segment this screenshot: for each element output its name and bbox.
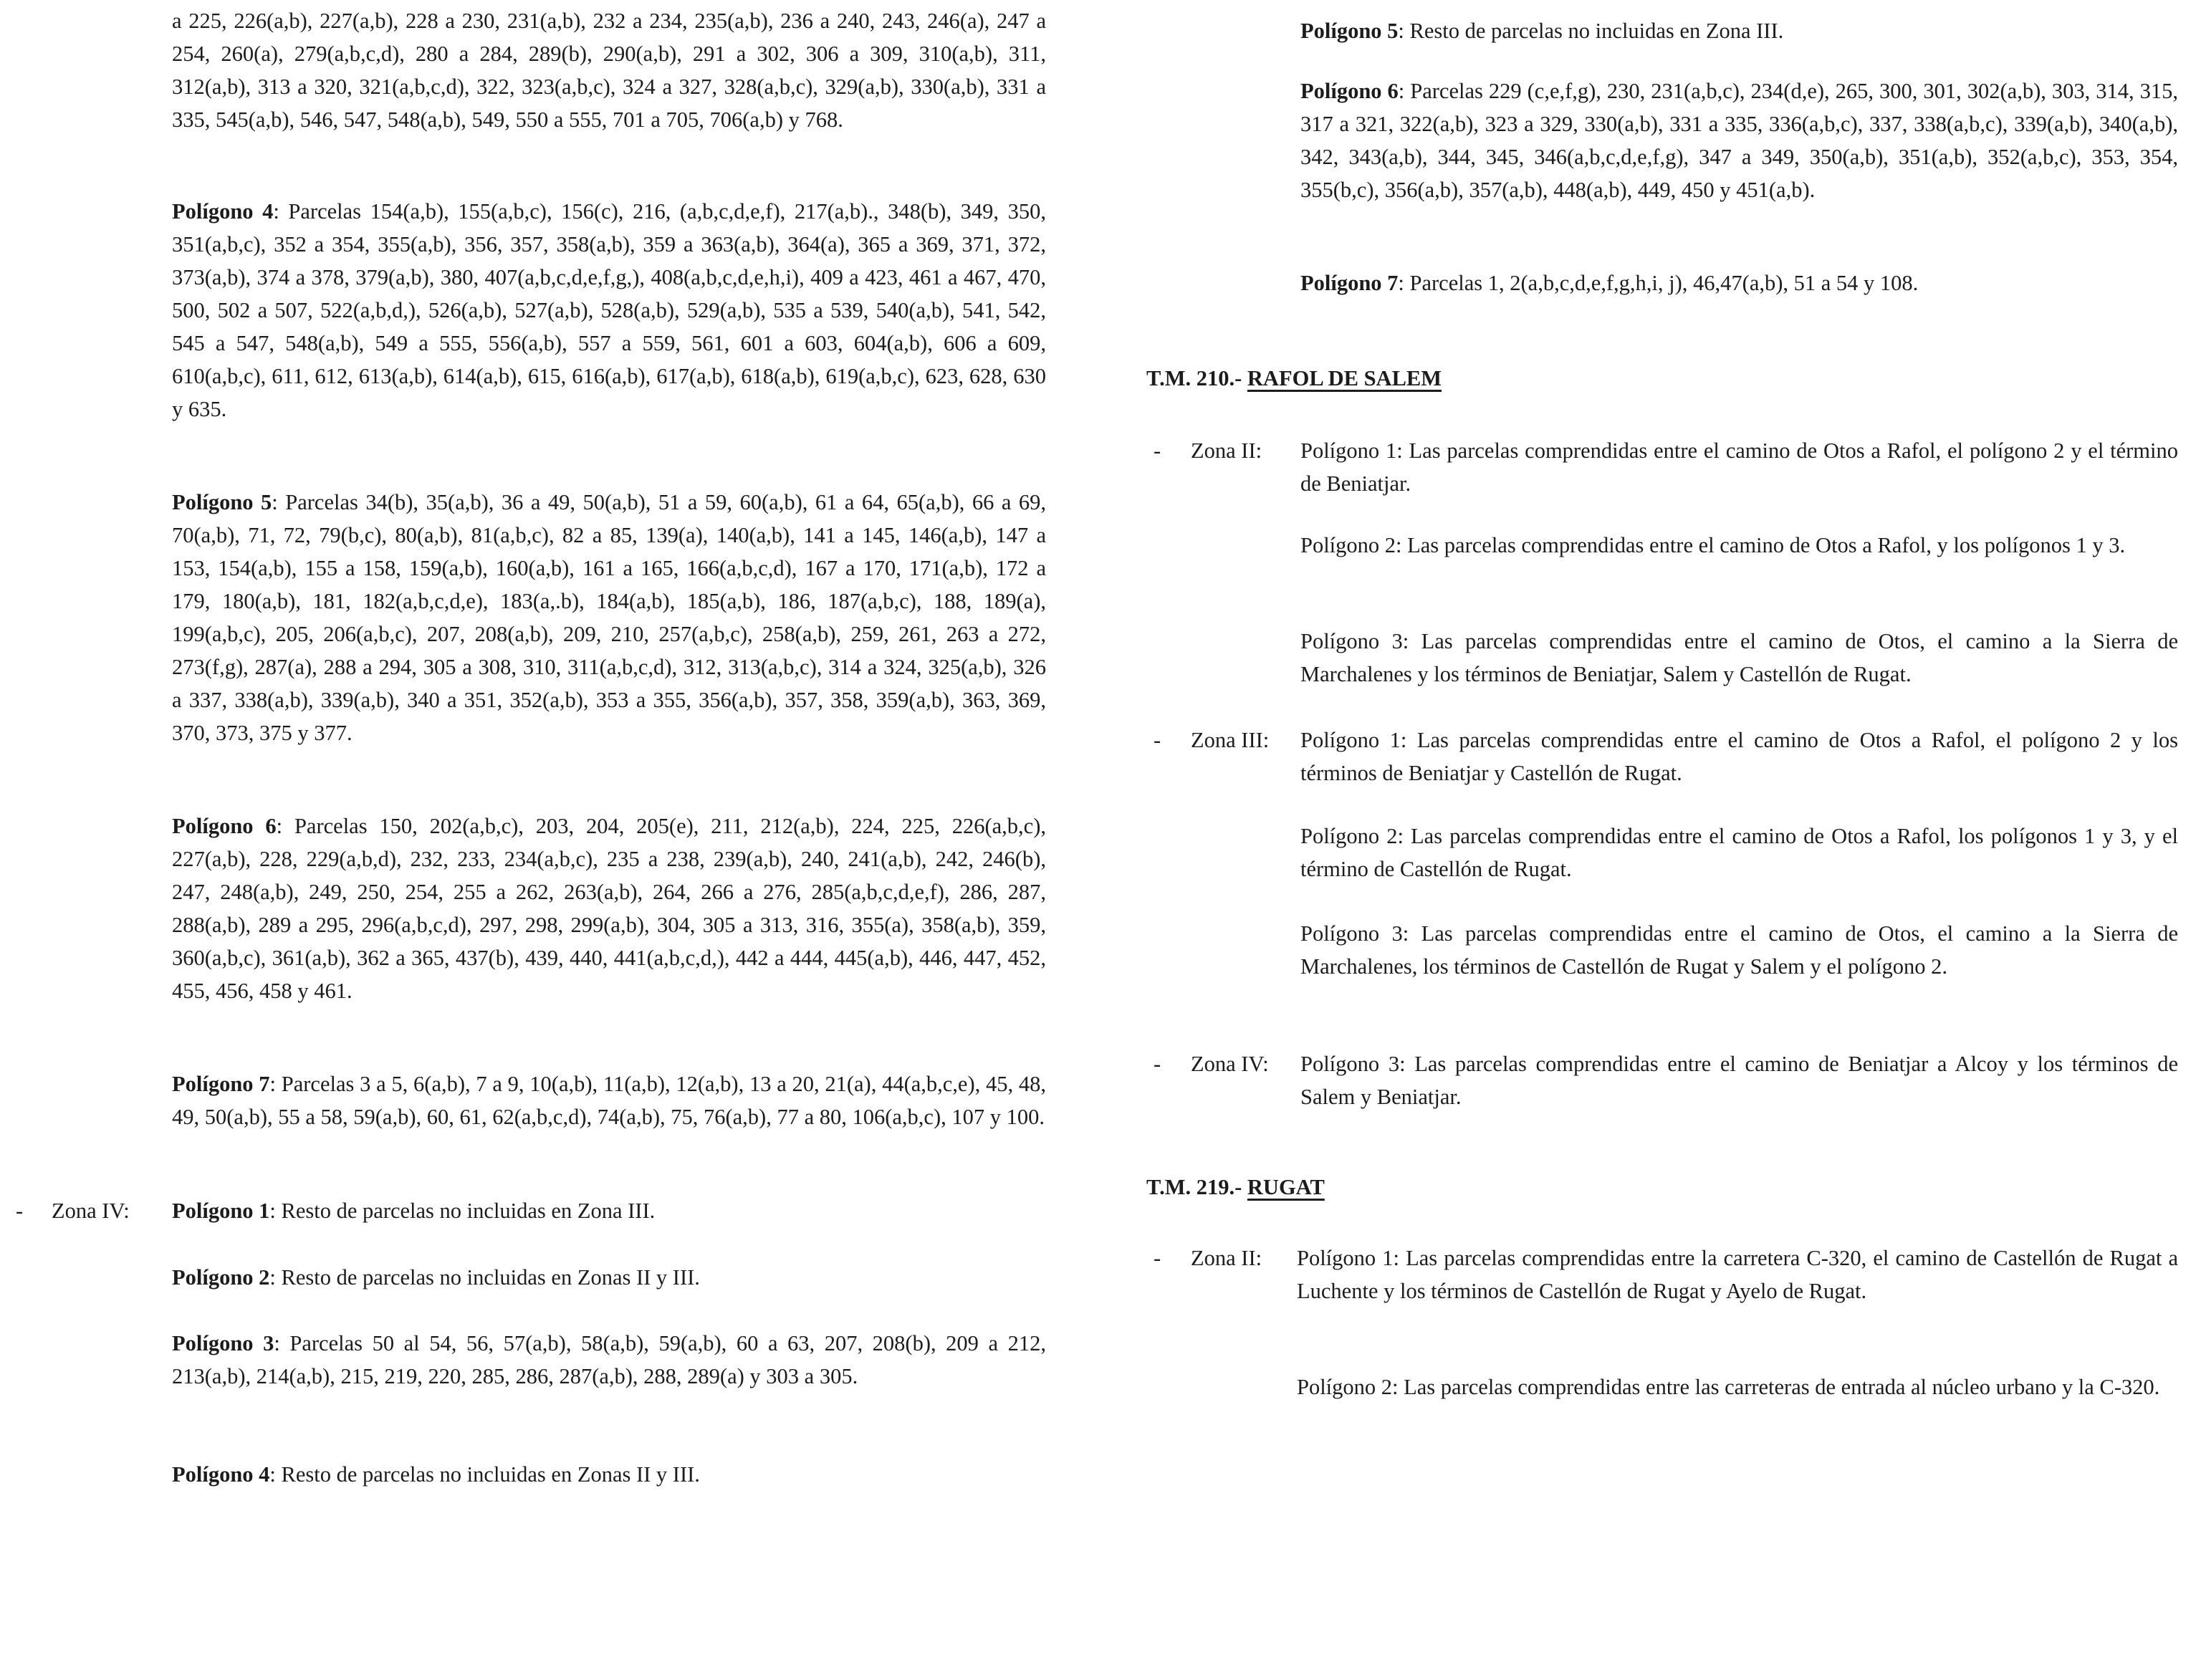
parcel-list: : Resto de parcelas no incluidas en Zona III. <box>1398 19 1784 43</box>
parcel-list: : Resto de parcelas no incluidas en Zonas II y III. <box>269 1462 700 1487</box>
list-dash: - <box>1154 1246 1161 1270</box>
zona-iv-poligono-1 <box>172 1194 1046 1227</box>
poligono-7-parcels <box>1300 267 2178 299</box>
parcel-list: : Resto de parcelas no incluidas en Zona III. <box>269 1199 656 1223</box>
poligono-label: Polígono 1 <box>172 1199 270 1223</box>
section-number: T.M. 219.- <box>1146 1175 1242 1199</box>
municipality-name: RAFOL DE SALEM <box>1247 366 1442 390</box>
poligono-label: Polígono 5 <box>1300 19 1399 43</box>
list-dash: - <box>1154 438 1161 463</box>
zone-label: Zona II: <box>1191 1246 1262 1270</box>
poligono-label: Polígono 6 <box>1300 79 1399 103</box>
poligono-5-rest <box>1300 14 2178 47</box>
zona-iv-poligono-3 <box>172 1327 1046 1393</box>
parcel-list: : Parcelas 34(b), 35(a,b), 36 a 49, 50(a,b), 51 a 59, 60(a,b), 61 a 64, 65(a,b), 66 a 69, 70(a,b), 71, 72, 79(b,c), 80(a,b), 81(a,b,c), 82 a 85, 139(a), 140(a,b), 141 a 145, 146(a,b), 147 a 153, 154(a,b), 155 a 158, 159(a,b), 160(a,b), 161 a 165, 166(a,b,c,d), 167 a 170, 171(a,b), 172 a 179, 180(a,b), 181, 182(a,b,c,d,e), 183(a,.b), 184(a,b), 185(a,b), 186, 187(a,b,c), 188, 189(a), 199(a,b,c), 205, 206(a,b,c), 207, 208(a,b), 209, 210, 257(a,b,c), 258(a,b), 259, 261, 263 a 272, 273(f,g), 287(a), 288 a 294, 305 a 308, 310, 311(a,b,c,d), 312, 313(a,b,c), 314 a 324, 325(a,b), 326 a 337, 338(a,b), 339(a,b), 340 a 351, 352(a,b), 353 a 355, 356(a,b), 357, 358, 359(a,b), 363, 369, 370, 373, 375 y 377. <box>172 490 1047 745</box>
parcel-list: : Parcelas 50 al 54, 56, 57(a,b), 58(a,b), 59(a,b), 60 a 63, 207, 208(b), 209 a 212, 213(a,b), 214(a,b), 215, 219, 220, 285, 286, 287(a,b), 288, 289(a) y 303 a 305. <box>172 1331 1046 1388</box>
zone-label: Zona IV: <box>52 1199 130 1223</box>
zona-iv-poligono-4 <box>172 1458 1046 1491</box>
parcel-list: : Parcelas 3 a 5, 6(a,b), 7 a 9, 10(a,b), 11(a,b), 12(a,b), 13 a 20, 21(a), 44(a,b,c,e), 45, 48, 49, 50(a,b), 55 a 58, 59(a,b), 60, 61, 62(a,b,c,d), 74(a,b), 75, 76(a,b), 77 a 80, 106(a,b,c), 107 y 100. <box>172 1072 1046 1129</box>
section-number: T.M. 210.- <box>1146 366 1242 390</box>
parcel-list: : Resto de parcelas no incluidas en Zonas II y III. <box>269 1265 700 1290</box>
parcel-list: : Parcelas 1, 2(a,b,c,d,e,f,g,h,i, j), 46,47(a,b), 51 a 54 y 108. <box>1398 271 1919 295</box>
poligono-4-parcels <box>0 195 1046 426</box>
list-dash: - <box>16 1199 24 1223</box>
poligono-label: Polígono 5 <box>172 490 272 514</box>
parcel-list: : Parcelas 154(a,b), 155(a,b,c), 156(c), 216, (a,b,c,d,e,f), 217(a,b)., 348(b), 349, 350, 351(a,b,c), 352 a 354, 355(a,b), 356, 357, 358(a,b), 359 a 363(a,b), 364(a), 365 a 369, 371, 372, 373(a,b), 374 a 378, 379(a,b), 380, 407(a,b,c,d,e,f,g,), 408(a,b,c,d,e,h,i), 409 a 423, 461 a 467, 470, 500, 502 a 507, 522(a,b,d,), 526(a,b), 527(a,b), 528(a,b), 529(a,b), 535 a 539, 540(a,b), 541, 542, 545 a 547, 548(a,b), 549 a 555, 556(a,b), 557 a 559, 561, 601 a 603, 604(a,b), 606 a 609, 610(a,b,c), 611, 612, 613(a,b), 614(a,b), 615, 616(a,b), 617(a,b), 618(a,b), 619(a,b,c), 623, 628, 630 y 635. <box>172 199 1046 421</box>
parcel-list-continued: a 225, 226(a,b), 227(a,b), 228 a 230, 231(a,b), 232 a 234, 235(a,b), 236 a 240, 243, 246(a), 247 a 254, 260(a), 279(a,b,c,d), 280 a 284, 289(b), 290(a,b), 291 a 302, 306 a 309, 310(a,b), 311, 312(a,b), 313 a 320, 321(a,b,c,d), 322, 323(a,b,c), 324 a 327, 328(a,b,c), 329(a,b), 330(a,b), 331 a 335, 545(a,b), 546, 547, 548(a,b), 549, 550 a 555, 701 a 705, 706(a,b) y 768. <box>172 9 1046 132</box>
zone-label: Zona II: <box>1191 438 1262 463</box>
rafol-zona-iii-poligono-2: Polígono 2: Las parcelas comprendidas entre el camino de Otos a Rafol, los polígonos 1 y 3, y el término de Castellón de Rugat. <box>1300 824 2178 881</box>
poligono-label: Polígono 7 <box>1300 271 1399 295</box>
rafol-zona-iii-poligono-1: Polígono 1: Las parcelas comprendidas entre el camino de Otos a Rafol, el polígono 2 y los términos de Beniatjar y Castellón de Rugat. <box>1300 728 2178 785</box>
poligono-6-parcels <box>1300 75 2178 206</box>
poligono-label: Polígono 3 <box>172 1331 274 1355</box>
rafol-zona-iii-poligono-3: Polígono 3: Las parcelas comprendidas entre el camino de Otos, el camino a la Sierra de Marchalenes, los términos de Castellón de Rugat y Salem y el polígono 2. <box>1300 921 2178 979</box>
zone-label: Zona IV: <box>1191 1052 1269 1076</box>
poligono-5-parcels <box>0 486 1046 749</box>
poligono-label: Polígono 6 <box>172 814 277 838</box>
rafol-zona-ii-poligono-3: Polígono 3: Las parcelas comprendidas entre el camino de Otos, el camino a la Sierra de Marchalenes y los términos de Beniatjar, Salem y Castellón de Rugat. <box>1300 629 2178 686</box>
rafol-zona-iv-poligono-3: Polígono 3: Las parcelas comprendidas entre el camino de Beniatjar a Alcoy y los términos de Salem y Beniatjar. <box>1300 1052 2178 1109</box>
rugat-zona-ii-poligono-1: Polígono 1: Las parcelas comprendidas entre la carretera C-320, el camino de Castellón de Rugat a Luchente y los términos de Castellón de Rugat y Ayelo de Rugat. <box>1297 1246 2178 1303</box>
rafol-zona-ii-poligono-1: Polígono 1: Las parcelas comprendidas entre el camino de Otos a Rafol, el polígono 2 y el término de Beniatjar. <box>1300 438 2178 496</box>
section-title-rafol <box>1146 362 1442 395</box>
list-dash: - <box>1154 1052 1161 1076</box>
municipality-name: RUGAT <box>1247 1175 1325 1199</box>
poligono-label: Polígono 4 <box>172 1462 270 1487</box>
poligono-6-parcels <box>0 810 1046 1007</box>
zone-label: Zona III: <box>1191 728 1270 752</box>
parcel-list: : Parcelas 229 (c,e,f,g), 230, 231(a,b,c), 234(d,e), 265, 300, 301, 302(a,b), 303, 314, 315, 317 a 321, 322(a,b), 323 a 329, 330(a,b), 331 a 335, 336(a,b,c), 337, 338(a,b,c), 339(a,b), 340(a,b), 342, 343(a,b), 344, 345, 346(a,b,c,d,e,f,g), 347 a 349, 350(a,b), 351(a,b), 352(a,b,c), 353, 354, 355(b,c), 356(a,b), 357(a,b), 448(a,b), 449, 450 y 451(a,b). <box>1300 79 2178 202</box>
poligono-label: Polígono 7 <box>172 1072 270 1096</box>
poligono-label: Polígono 2 <box>172 1265 270 1290</box>
zona-iv-poligono-2 <box>172 1261 1046 1294</box>
parcel-list: : Parcelas 150, 202(a,b,c), 203, 204, 205(e), 211, 212(a,b), 224, 225, 226(a,b,c), 227(a,b), 228, 229(a,b,d), 232, 233, 234(a,b,c), 235 a 238, 239(a,b), 240, 241(a,b), 242, 246(b), 247, 248(a,b), 249, 250, 254, 255 a 262, 263(a,b), 264, 266 a 276, 285(a,b,c,d,e,f), 286, 287, 288(a,b), 289 a 295, 296(a,b,c,d), 297, 298, 299(a,b), 304, 305 a 313, 316, 355(a), 358(a,b), 359, 360(a,b,c), 361(a,b), 362 a 365, 437(b), 439, 440, 441(a,b,c,d,), 442 a 444, 445(a,b), 446, 447, 452, 455, 456, 458 y 461. <box>172 814 1046 1003</box>
section-title-rugat <box>1146 1171 1325 1204</box>
poligono-label: Polígono 4 <box>172 199 274 224</box>
rafol-zona-ii-poligono-2: Polígono 2: Las parcelas comprendidas entre el camino de Otos a Rafol, y los polígonos 1 y 3. <box>1300 533 2126 557</box>
poligono-7-parcels <box>0 1067 1046 1133</box>
rugat-zona-ii-poligono-2: Polígono 2: Las parcelas comprendidas entre las carreteras de entrada al núcleo urbano y la C-320. <box>1297 1375 2160 1399</box>
list-dash: - <box>1154 728 1161 752</box>
